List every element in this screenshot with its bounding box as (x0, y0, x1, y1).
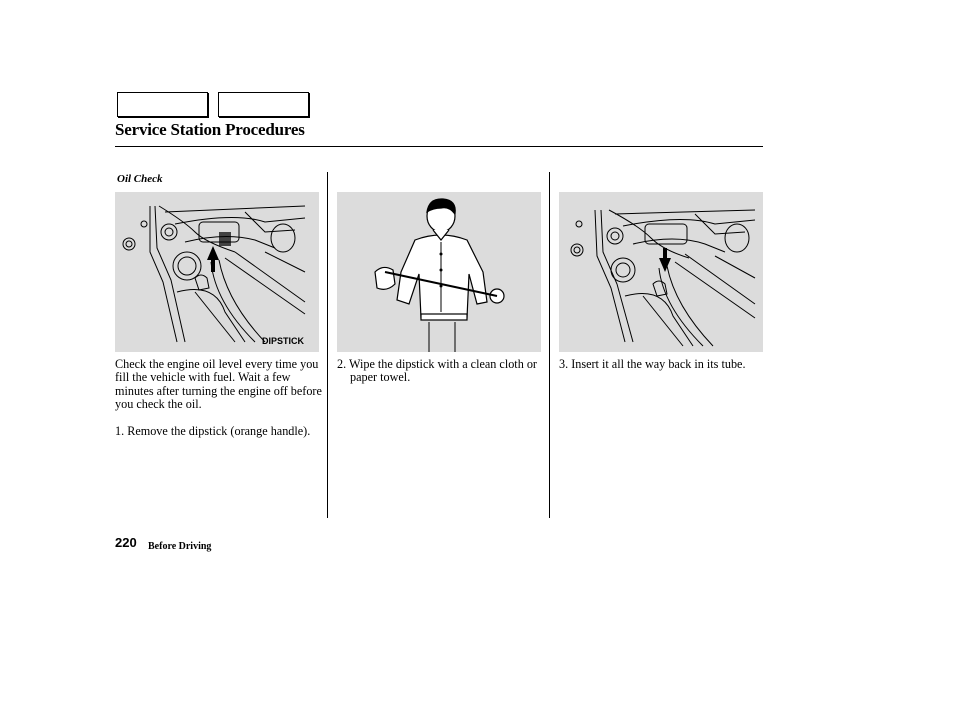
title-divider (115, 146, 763, 147)
intro-paragraph: Check the engine oil level every time you fill the vehicle with fuel. Wait a few minutes after turning the engine off before you check the oil. (115, 357, 322, 412)
nav-tab-1[interactable] (117, 92, 208, 117)
person-drawing (337, 192, 541, 352)
arrow-up-icon (207, 246, 219, 272)
engine-insert-illustration (559, 192, 763, 352)
page-title: Service Station Procedures (115, 120, 305, 139)
dipstick-callout: DIPSTICK (261, 336, 304, 346)
column-divider (549, 172, 550, 518)
nav-tab-2[interactable] (218, 92, 309, 117)
page-number: 220 (115, 535, 137, 550)
engine-dipstick-illustration (115, 192, 319, 352)
engine-bay-drawing (559, 192, 763, 352)
arrow-down-icon (659, 248, 671, 272)
section-heading: Oil Check (117, 173, 163, 185)
engine-bay-drawing (115, 192, 319, 352)
step-3-text: 3. Insert it all the way back in its tube. (559, 357, 746, 371)
footer-section-name: Before Driving (148, 541, 212, 552)
step-2-text: 2. Wipe the dipstick with a clean cloth or paper towel. (337, 357, 537, 385)
column-divider (327, 172, 328, 518)
step-1-text: 1. Remove the dipstick (orange handle). (115, 424, 311, 438)
wiping-dipstick-illustration (337, 192, 541, 352)
